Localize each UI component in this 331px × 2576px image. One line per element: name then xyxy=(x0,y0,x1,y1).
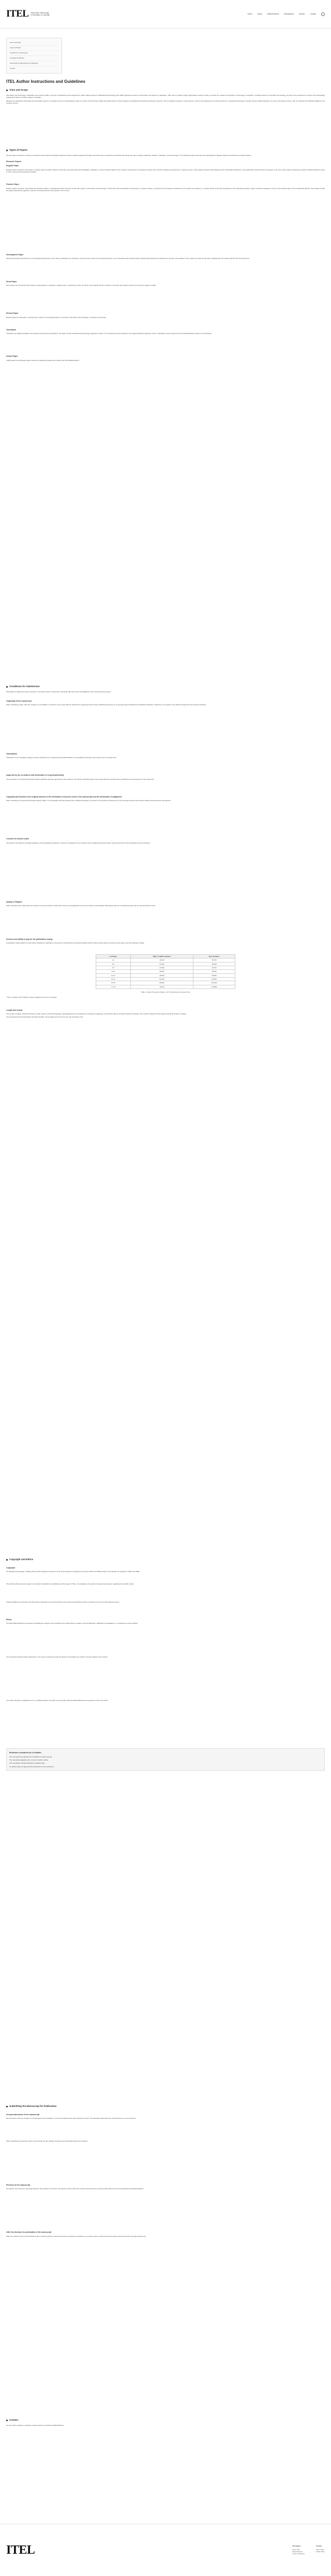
section-title: Contact xyxy=(6,2419,325,2422)
subsection-title: Consent for ethical codes xyxy=(6,838,29,840)
box-line: The manuscript has already been published in another journal. xyxy=(9,1755,53,1758)
paragraph: We are happy to welcome a variety of submissions that impact the significant advances made in studies regarding information and technology in education and learning. We accept four types of papers: Research, Practice, Translation, and Invited papers. The Research papers also have four subcategories: Regular, Practice, Development, and Short papers. xyxy=(6,154,252,156)
subsection-title: Copyright xyxy=(6,1566,15,1569)
footer-logo[interactable]: ITEL xyxy=(6,2543,35,2557)
paragraph: The manuscript format should follow the Word template. The template can be found on the web submission form. xyxy=(6,1016,84,1018)
nav-archive[interactable]: Archive xyxy=(299,12,305,15)
paragraph: All materials and language, including all the rights stipulated in Articles 21 to 28 of the Japanese Copyright Act, belong to JSET and JSISE. Authors must transfer the copyright to JSET and JSISE. xyxy=(6,1570,140,1573)
table-header: # of Pages xyxy=(96,955,131,958)
box-line: Co-authors have not approved the submission of the manuscript. xyxy=(9,1765,54,1768)
toc-item-copyright[interactable]: Copyright and Ethics xyxy=(10,56,58,61)
paragraph: The authors will be deemed to agree to the author's declaration for publishing and their paper in ITEL, in consideration of an audit of an appointed reviewer regarding the scientific content. xyxy=(6,1583,134,1585)
subsection-title: After the decision for publication of the manuscript xyxy=(6,2231,52,2234)
paragraph: When submitting a manuscript, authors must provide the title, abstract, keywords, and information about all co-authors. xyxy=(6,2140,88,2143)
subsection-title: Quality of English xyxy=(6,900,22,903)
violation-box xyxy=(6,1748,325,1771)
toc-item-types[interactable]: Types of Papers xyxy=(10,46,58,51)
paragraph: When submitting a manuscript that includes figures, tables, or text passages that have already been published elsewhere, the authors must obtain permission(s) from the copyright owner(s) and include evidence that permission was granted. xyxy=(6,799,171,802)
subsection-title: Practice Paper xyxy=(6,183,19,186)
box-title: Behaviors considered as a violation: xyxy=(9,1752,42,1754)
main-nav xyxy=(248,12,325,16)
bullet-icon xyxy=(6,150,8,151)
paragraph: When submitting their manuscripts, the authors must ensure that the manuscript is free from typographical errors and is written in good English. Manuscripts that are not sufficiently clear may be returned without review. xyxy=(6,905,156,907)
table-row: 9-10 36,000 56,000 xyxy=(96,970,235,973)
toc-item-aims[interactable]: Aims and Scope xyxy=(10,40,58,46)
bullet-icon xyxy=(6,2420,8,2421)
section-contact xyxy=(6,2419,325,2426)
subsection-title: Accept submission of the manuscript xyxy=(6,2113,40,2116)
footer-columns xyxy=(292,2545,325,2555)
section-aims xyxy=(6,89,325,145)
bullet-icon xyxy=(6,90,8,91)
table-row: 11-12 43,000 69,900 xyxy=(96,973,235,977)
paragraph: Articles published in Information and Technology in Education and Learning will be open access and distributed under a Creative Commons 4.0 International License. xyxy=(6,1600,120,1603)
site-header xyxy=(0,0,331,28)
subsection-title: Originality of the manuscript xyxy=(6,700,32,703)
table-caption: Table 1: Article Processing Charge in JPY (excluding Consumption Tax) xyxy=(141,991,190,994)
logo-text xyxy=(31,12,49,16)
bullet-icon xyxy=(6,1559,8,1561)
subsection-title: Invoices and ability to pay for the publication charge xyxy=(6,938,53,940)
subsection-title: Short Paper xyxy=(6,280,17,283)
paragraph: The manuscript should provide transparency in the ways of assessment and the authors must declare any conflict of interest related to the research. xyxy=(6,1655,108,1658)
paragraph: Invited papers are full-length papers written by outstanding researchers invited by the ITEL Editorial Board. xyxy=(6,359,80,361)
subsection-title: Revision of the manuscript xyxy=(6,2184,31,2186)
box-line: The manuscript contains fabricated or falsified data. xyxy=(9,1762,45,1765)
paragraph: The authors can revise the manuscript based on the reviewers' comments. The authors need to submit the revised manuscript and a response letter within the time limit specified by the Editorial Board. xyxy=(6,2187,144,2190)
nav-home[interactable]: Home xyxy=(247,12,252,15)
table-row: 15-16 66,000 104,400 xyxy=(96,981,235,985)
section-title: Copyright and Ethics xyxy=(6,1558,325,1562)
section-types xyxy=(6,149,325,682)
paragraph: Practice papers should be manuscripts that describe studies on educational practice and their results with regard to information and technology in formal and informal education and learning in a variety of areas, as well as how the practices contributed to the student, the audience, or another similar community. Depending on the educational practice, papers should be evaluated in terms of the practical value of the educational practice. Such papers should thoroughly describe the objective, methods, and achievements of the practice in this context. xyxy=(6,187,325,192)
section-copyright xyxy=(6,1558,325,2102)
paragraph: Regular papers should be manuscripts of original, rigorous studies related to information and technology with quantitative, qualitative, or mixed methods related to the research, development, and practice of learner and instructor education and learning in a variety of areas. These papers should be well designed, with considerable significance, and significantly impact theories and practice in the area. These papers should also provide a sufficient literature review in order to ground the theoretical foundation. xyxy=(6,168,325,173)
section-title: Submitting the Manuscript for Publication xyxy=(6,2105,325,2108)
logo-line-1: Information Technology xyxy=(31,11,49,14)
subsection-title: Development Paper xyxy=(6,254,24,256)
footer-link[interactable]: About ITEL xyxy=(292,2548,300,2551)
subsection-title: Regular Paper xyxy=(6,165,19,167)
paragraph: For any further inquiries or questions, please feel free to contact the Editorial Board. xyxy=(6,2424,64,2426)
paragraph: Development papers should focus on technological development, and it will be evaluated on its usefulness, relevance and novelty of the developed system or tool. Developmental research papers should clearly describe the development process, and evaluation of the system must also be reported, including data and results obtained from their actual use. xyxy=(6,257,250,260)
paragraph: The number of pages, including the figures, tables, author portrait and biography, acknowledgements, and appendix for all types of categories, except Short papers, should be limited to 18 pages. The number of pages for Short papers should be limited to 4 pages. xyxy=(6,1013,187,1015)
paragraph: Information and Technology in Education and Learning (ITEL) is the joint international journal supported by JSET (Japan Society for Educational Technology) and JSISE (Japanese Society for Information and Systems in Education). ITEL aims to publish original, high-quality research results to promote the research and practice of technology in education, including theories of innovation and learning, as well as the development of theory and methodology regarding the field of computer usage for education. xyxy=(6,94,325,99)
section-submitting xyxy=(6,2105,325,2415)
table-row: 7-8 27,000 43,700 xyxy=(96,966,235,970)
paragraph: The submission of a manuscript indicates that its publication has been approved by all co-authors, and that the submitting author has ensured that all co-authors have contributed to the development of the manuscript. xyxy=(6,778,155,780)
nav-about[interactable]: About xyxy=(257,12,262,15)
toc-item-submitting[interactable]: Submitting the Manuscript for Publication xyxy=(10,61,58,66)
table-row: 5-6 21,000 36,000 xyxy=(96,962,235,966)
site-logo[interactable] xyxy=(6,7,49,21)
paragraph: A publication charge applies for each article accepted for publication in the journal. Submitting the manuscript indicates that the authors have read the invoices and are able to pay the publication charge. xyxy=(6,941,145,944)
footer-link[interactable]: JSET Office xyxy=(316,2548,324,2551)
logo-mark: ITEL xyxy=(6,8,29,20)
table-row: 17-18 78,000 124,800 xyxy=(96,985,235,988)
footer-link[interactable]: Author Guidelines xyxy=(292,2553,305,2555)
paragraph: The authors must abide by all ethical guidelines of the participating institutions. Consent to participate in the research must be obtained and documented, and the anonymity of the participants must be protected. xyxy=(6,841,151,844)
paragraph: When the authors receive the final decision letter confirming that the manuscript has been accepted for publication, the authors have to submit the camera-ready manuscript and the copyright transfer form. xyxy=(6,2235,146,2237)
paragraph: Short papers are manuscripts that include new approaches or advances, showing early or preliminary results, as well as novel insights that are of interest in the field. Short papers should not exceed four pages in length. xyxy=(6,284,156,286)
subsection-title: Invited Paper xyxy=(6,355,18,358)
bullet-icon xyxy=(6,686,8,688)
paragraph: All manuscripts, with the exception of Invited papers and Translations, must be submitted via the web submission system. The submitted manuscripts are reviewed by two or more reviewers. xyxy=(6,2117,137,2120)
paragraph: When submitting a paper, with the exception of a Translation, the authors must ensure that the manuscript is original and has not been published previously nor is currently being considered for publication elsewhere. Furthermore, the authors must obtain the approval of the relevant institution. xyxy=(6,704,207,706)
paragraph: Because the educational technology and information systems in education focus on interdisciplinary areas, the scope of this journal is widely associated with the various aspects of educational and learning technology research, such as practical instruction, social sciences, science and engineering, the learning sciences, educational psychology, and other human-related disciplines, as well as information science, with an emphasis and artificial intelligence and cognitive science. xyxy=(6,99,325,104)
table-row: 13-14 54,000 84,000 xyxy=(96,978,235,981)
subsection-title: Translation xyxy=(6,328,17,331)
section-title: Conditions for Submission xyxy=(6,685,325,689)
paragraph: ITEL follows a single-blind review procedure. The authors need to submit their manuscript with their names and affiliations to the web submission system. xyxy=(6,690,112,693)
subsection-title: Translations xyxy=(6,752,18,755)
subsection-title: Length and format xyxy=(6,1009,23,1011)
subsection-title: Review Paper xyxy=(6,312,19,315)
subsection-title: Approval by the co-authors and declaration of no grid-authorship xyxy=(6,774,64,777)
nav-submissions[interactable]: Submissions xyxy=(283,12,294,15)
section-conditions xyxy=(6,685,325,1555)
subsection-title: Ethics xyxy=(6,1619,12,1621)
paragraph: If an author discovers a significant error in a published article, the author must promptly notify the Editorial Board and cooperate to correct the article. xyxy=(6,1699,109,1701)
paragraph: Review papers are full-length, comprehensive reviews of the existing literature in the field of information and technology in education and learning. xyxy=(6,316,107,318)
page-title: ITEL Author Instructions and Guidelines xyxy=(6,79,85,84)
table-row: 1-4 16,000 28,700 xyxy=(96,958,235,962)
toc-item-conditions[interactable]: Conditions for Submission xyxy=(10,51,58,56)
toc-item-contact[interactable]: Contact xyxy=(10,67,16,69)
table-header: Non-members xyxy=(193,955,235,958)
site-footer xyxy=(0,2524,331,2576)
footer-link[interactable]: Editorial Board xyxy=(292,2551,303,2553)
paragraph: Translation are English translations from papers that have been published in the Japan Journal of Educational Technology (Japanese version). The manuscript must be identical to the original published Japanese version. Translations must be approved by the Editorial Board in advance of submission. xyxy=(6,332,213,335)
nav-contact[interactable]: Contact xyxy=(310,12,316,15)
table-header: JSET or JSISE members xyxy=(130,955,193,958)
box-line: The manuscript plagiarizes the content of another article. xyxy=(9,1758,49,1761)
paragraph: The ITEL Editorial Board is committed to upholding the integrity of the scientific record. Misconduct in research, such as fabrication, falsification and plagiarism, is considered a serious violation. xyxy=(6,1622,139,1625)
footer-col-contact: Contact JSET Office JSISE Office xyxy=(316,2545,325,2553)
nav-editorial-board[interactable]: Editorial Board xyxy=(267,12,279,15)
section-title: Types of Papers xyxy=(6,149,325,152)
footer-col-info: Information About ITEL Editorial Board Author Guidelines xyxy=(292,2545,305,2555)
subsection-title: Copyright permissions from original authors of the information resources used in the manuscript and the declaration of plagiarism xyxy=(6,795,122,798)
paragraph: Translations in the Translation category must be submitted to the original journal's Editorial Board. The translated manuscript must properly cite the original work. xyxy=(6,756,117,759)
search-icon[interactable] xyxy=(321,12,325,16)
subsection-title: Research Papers xyxy=(6,161,22,163)
table-note: * Note: A charge of JPY 6,000 per page is applied for every 2 more pages xyxy=(6,996,57,999)
section-title: Aims and Scope xyxy=(6,89,325,92)
footer-link[interactable]: JSISE Office xyxy=(316,2551,325,2553)
bullet-icon xyxy=(6,2106,8,2107)
fee-table xyxy=(96,954,235,989)
logo-line-2: in Education & Learning xyxy=(31,13,50,16)
page-toc xyxy=(6,38,62,74)
